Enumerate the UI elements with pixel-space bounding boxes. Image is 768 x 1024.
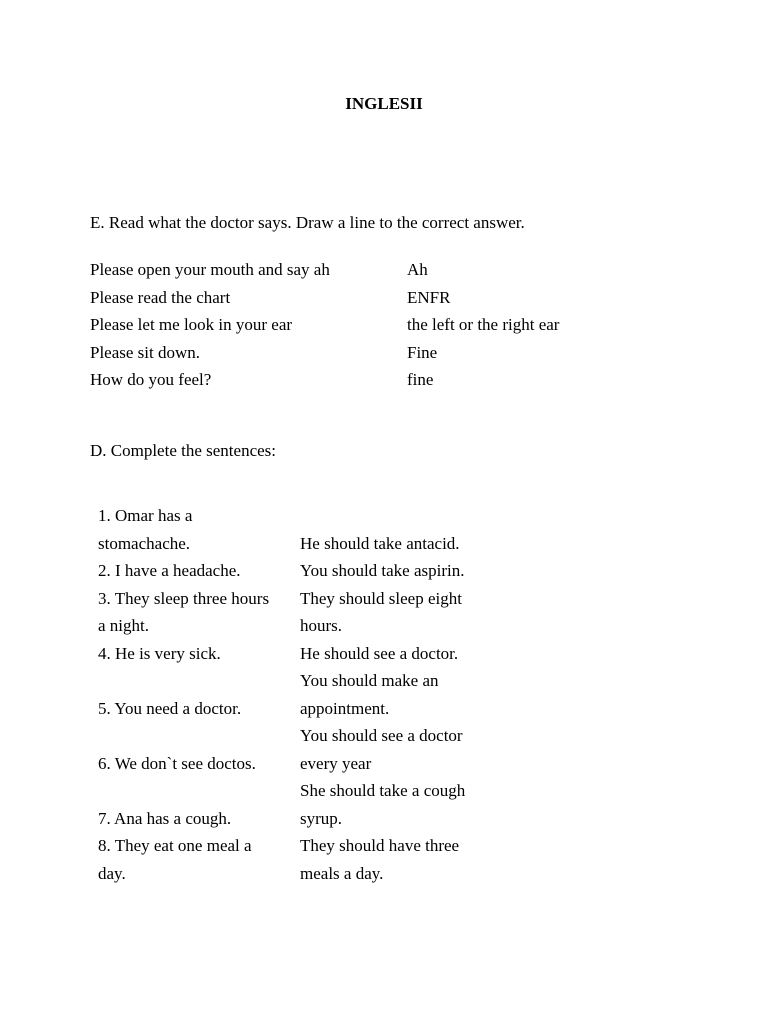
- advice-cell: [300, 585, 500, 640]
- doctor-phrase: Please sit down.: [90, 342, 201, 362]
- sentence-line: 6. We don`t see doctos.: [98, 753, 256, 773]
- sentence-cell: [98, 777, 300, 832]
- table-row: [98, 557, 518, 585]
- matching-row: [90, 313, 650, 341]
- advice-line: [300, 502, 500, 530]
- advice-line: They should sleep eight: [300, 588, 462, 608]
- advice-cell: [300, 502, 500, 557]
- sentence-line: a night.: [98, 616, 149, 635]
- matching-row: [90, 286, 650, 314]
- doctor-phrase: How do you feel?: [90, 370, 212, 390]
- sentence-cell: [98, 667, 300, 722]
- sentence-cell: [98, 640, 300, 668]
- sentence-line: [98, 667, 300, 695]
- advice-line: You should make an: [300, 671, 439, 690]
- sentence-cell: [98, 722, 300, 777]
- table-row: [98, 667, 518, 722]
- advice-line: syrup.: [300, 808, 343, 828]
- advice-line: You should take aspirin.: [300, 561, 465, 580]
- sentence-cell: [98, 585, 300, 640]
- table-row: [98, 502, 518, 557]
- sentence-line: stomachache.: [98, 533, 191, 553]
- advice-cell: [300, 557, 500, 585]
- matching-list: [90, 258, 650, 396]
- sentence-line: 7. Ana has a cough.: [98, 808, 232, 828]
- answer-option: fine: [407, 370, 434, 390]
- sentence-cell: [98, 557, 300, 585]
- answer-option: ENFR: [407, 287, 451, 307]
- advice-cell: [300, 777, 500, 832]
- advice-line: She should take a cough: [300, 781, 466, 800]
- answer-option: Fine: [407, 342, 438, 362]
- advice-line: appointment.: [300, 698, 390, 718]
- sentence-line: [98, 722, 300, 750]
- sentence-cell: [98, 832, 300, 887]
- doctor-phrase: Please open your mouth and say ah: [90, 260, 330, 279]
- sentences-table: [98, 502, 518, 887]
- advice-line: He should see a doctor.: [300, 643, 459, 663]
- table-row: [98, 640, 518, 668]
- sentence-line: 4. He is very sick.: [98, 643, 221, 663]
- sentence-line: [98, 777, 300, 805]
- sentence-line: 3. They sleep three hours: [98, 588, 270, 608]
- sentence-line: 1. Omar has a: [98, 506, 193, 525]
- sentence-line: 8. They eat one meal a: [98, 836, 252, 855]
- answer-option: Ah: [407, 260, 428, 279]
- advice-line: You should see a doctor: [300, 726, 463, 745]
- doctor-phrase: Please let me look in your ear: [90, 315, 293, 335]
- table-row: [98, 585, 518, 640]
- advice-line: meals a day.: [300, 863, 384, 883]
- page-title: INGLESII: [345, 94, 423, 113]
- matching-row: [90, 341, 650, 369]
- table-row: [98, 722, 518, 777]
- advice-cell: [300, 832, 500, 887]
- sentence-line: day.: [98, 863, 126, 883]
- sentence-line: 2. I have a headache.: [98, 561, 241, 580]
- advice-line: They should have three: [300, 836, 460, 855]
- section-d-instruction: D. Complete the sentences:: [90, 441, 277, 460]
- advice-line: every year: [300, 753, 372, 773]
- matching-row: [90, 368, 650, 396]
- table-row: [98, 832, 518, 887]
- sentence-cell: [98, 502, 300, 557]
- section-e-instruction: E. Read what the doctor says. Draw a line to the correct answer.: [90, 213, 525, 232]
- advice-cell: [300, 722, 500, 777]
- table-row: [98, 777, 518, 832]
- advice-cell: [300, 640, 500, 668]
- matching-row: [90, 258, 650, 286]
- advice-cell: [300, 667, 500, 722]
- answer-option: the left or the right ear: [407, 315, 560, 335]
- advice-line: hours.: [300, 616, 343, 635]
- doctor-phrase: Please read the chart: [90, 287, 231, 307]
- sentence-line: 5. You need a doctor.: [98, 698, 242, 718]
- advice-line: He should take antacid.: [300, 533, 460, 553]
